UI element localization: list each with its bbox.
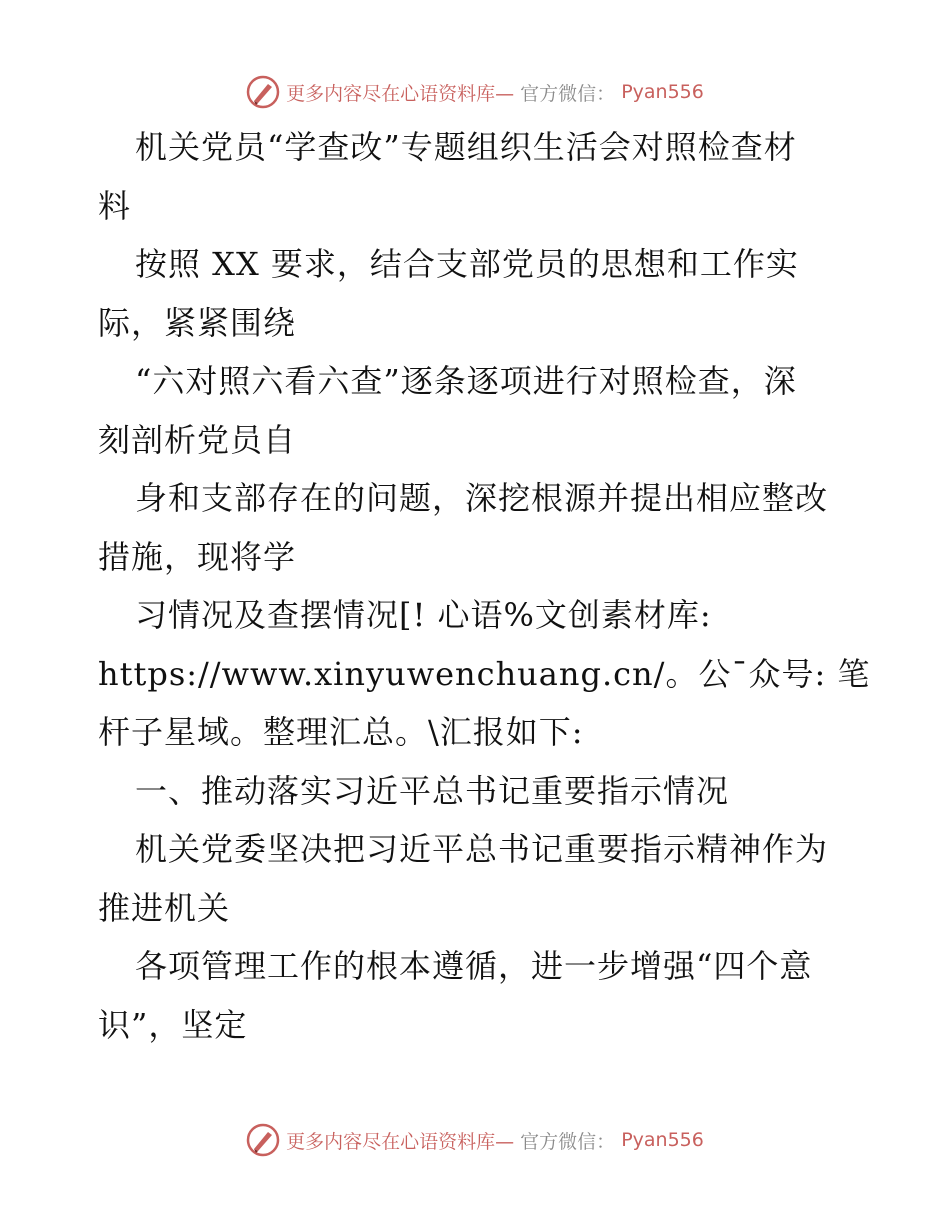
paragraph-line: 按照 XX 要求，结合支部党员的思想和工作实: [135, 245, 799, 283]
watermark-wechat-label: 官方微信：: [520, 1130, 616, 1153]
paragraph-line: 习情况及查摆情况[! 心语%文创素材库:: [135, 596, 712, 634]
doc-title-line-2: 料: [98, 186, 132, 225]
footer-watermark: [0, 1120, 950, 1160]
doc-title-line-1: 机关党员“学查改”专题组织生活会对照检查材: [135, 128, 797, 166]
watermark-text: 更多内容尽在心语资料库—: [286, 82, 515, 105]
paragraph-line: “六对照六看六查”逐条逐项进行对照检查，深: [135, 362, 797, 400]
watermark-wechat-label: 官方微信：: [520, 82, 616, 105]
watermark-text: 更多内容尽在心语资料库—: [286, 1130, 515, 1153]
paragraph-line: 机关党委坚决把习近平总书记重要指示精神作为: [135, 830, 829, 868]
paragraph-line: 杆子星域。整理汇总。\汇报如下:: [98, 713, 584, 751]
section-heading: 一、推动落实习近平总书记重要指示情况: [135, 771, 730, 810]
document-body: [98, 118, 871, 1054]
paragraph-line: 各项管理工作的根本遵循，进一步增强“四个意: [135, 947, 813, 985]
watermark-wechat-id: Pyan556: [621, 1129, 704, 1151]
paragraph-line: 身和支部存在的问题，深挖根源并提出相应整改: [135, 479, 829, 517]
header-watermark: [0, 72, 950, 112]
paragraph-line: 识”，坚定: [98, 1005, 248, 1044]
paragraph-line: 刻剖析党员自: [98, 420, 297, 459]
paragraph-line: 措施，现将学: [98, 537, 297, 576]
pen-logo-icon: [246, 75, 280, 109]
pen-logo-icon: [246, 1123, 280, 1157]
paragraph-line: 际，紧紧围绕: [98, 303, 297, 342]
url-line: https://www.xinyuwenchuang.cn/。公¯众号: 笔: [98, 654, 871, 693]
watermark-wechat-id: Pyan556: [621, 81, 704, 103]
paragraph-line: 推进机关: [98, 888, 231, 927]
